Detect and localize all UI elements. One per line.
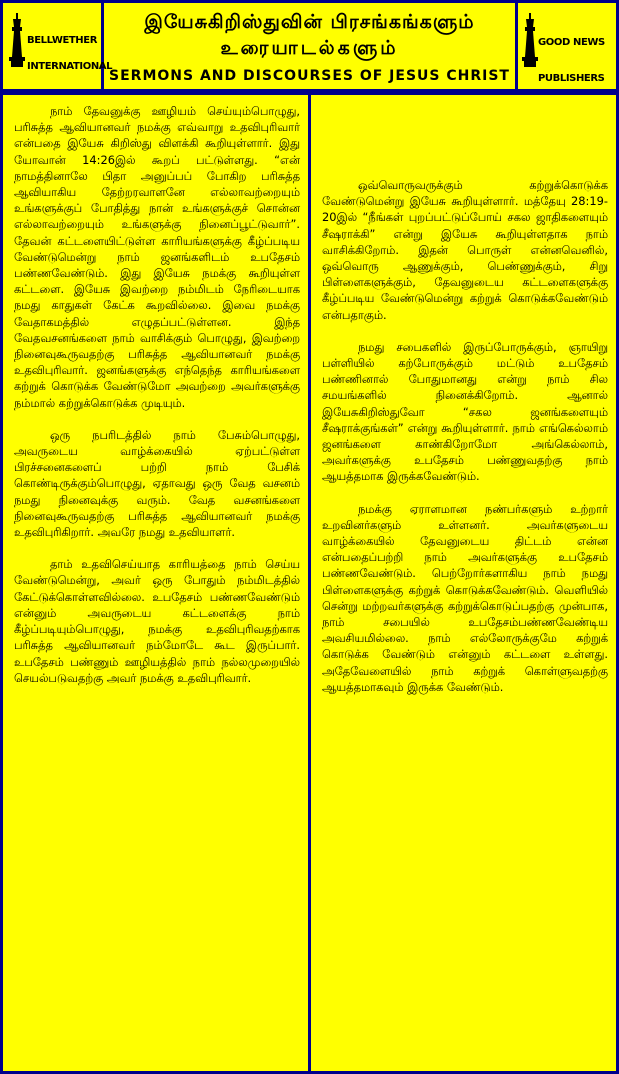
paragraph: நமக்கு ஏராளமான நண்பர்களும் உற்றார் உறவினர்களும் உள்ளனர். அவர்களுடைய வாழ்க்கையில் தேவனுடைய திட்டம் என்ன என்பதைப்பற்றி நாம் அவர்களுக்கு உபதேசம் பண்ணவேண்டும். பெற்றோர்களாகிய நாம் நமது பிள்ளைகளுக்கு கற்றுக் கொடுக்கவேண்டும். வெளியில் சென்று மற்றவர்களுக்கு கற்றுக்கொடுப்பதற்கு முன்பாக, நாம் சபையில் உபதேசம்பண்ணவேண்டிய அவசியமில்லை. நாம் எல்லோருக்குமே கற்றுக் கொடுக்க வேண்டும் என்னும் கட்டளை உள்ளது. அதேவேளையில் நாம் கற்றுக் கொள்ளுவதற்கு ஆயத்தமாகவும் இருக்க வேண்டும். [322, 501, 608, 694]
right-column [308, 92, 619, 1074]
title-tamil-line1: இயேசுகிறிஸ்துவின் பிரசங்கங்களும் [144, 11, 475, 33]
paragraph: நமது சபைகளில் இருப்போருக்கும், ஞாயிறு பள்ளியில் கற்போருக்கும் மட்டும் உபதேசம் பண்ணினால் போதுமானது என்று நாம் சில சமயங்களில் நினைக்கிறோம். ஆனால் இயேசுகிறிஸ்துவோ “சகல ஜனங்களையும் சீஷராக்குங்கள்” என்று கூறியுள்ளார். நாம் எங்கெல்லாம் ஜனங்களை காண்கிறோமோ அங்கெல்லாம், அவர்களுக்கு உபதேசம் பண்ணுவதற்கு நாம் ஆயத்தமாக இருக்கவேண்டும். [322, 339, 608, 484]
paragraph: ஒவ்வொருவருக்கும் கற்றுக்கொடுக்க வேண்டுமென்று இயேசு கூறியுள்ளார். மத்தேயு 28:19-20இல் “நீங்கள் புறப்பட்டுப்போய் சகல ஜாதிகளையும் சீஷராக்கி” என்று இயேசு கூறியுள்ளதாக நாம் வாசிக்கிறோம். இதன் பொருள் என்னவெனில், ஒவ்வொரு ஆணுக்கும், பெண்ணுக்கும், சிறு பிள்ளைகளுக்கும், தேவனுடைய கட்டளைகளுக்கு கீழ்ப்படிய வேண்டுமென்று கற்றுக் கொடுக்கவேண்டும் என்பதாகும். [322, 178, 608, 322]
logo-right-line1: GOOD NEWS [538, 37, 605, 48]
good-news-logo-text [538, 25, 605, 85]
bell-tower-icon [9, 13, 25, 67]
paragraph: ஒரு நபரிடத்தில் நாம் பேசும்பொழுது, அவருடைய வாழ்க்கையில் ஏற்பட்டுள்ள பிரச்சனைகளைப் பற்றி நாம் பேசிக் கொண்டிருக்கும்பொழுது, ஏதாவது ஒரு வேத வசனம் நமது நினைவுக்கு வரும். வேத வசனங்களை நினைவுகூருவதற்கு பரிசுத்த ஆவியானவர் நமக்கு உதவிபுரிகிறார். அவரே நமது உதவியாளர். [14, 427, 300, 540]
bellwether-logo [3, 3, 113, 89]
good-news-logo [515, 3, 616, 89]
bell-tower-icon [522, 13, 538, 67]
left-column [0, 92, 311, 1074]
right-column-text [322, 177, 608, 711]
title-block [107, 3, 512, 89]
paragraph: நாம் தேவனுக்கு ஊழியம் செய்யும்பொழுது, பரிசுத்த ஆவியானவர் நமக்கு எவ்வாறு உதவிபுரிவார் என்பதை இயேசு கிறிஸ்து விளக்கி கூறியுள்ளார். இது யோவான் 14:26இல் கூறப் பட்டுள்ளது. “என் நாமத்தினாலே பிதா அனுப்பப் போகிற பரிசுத்த ஆவியாகிய தேற்றரவாளனே எல்லாவற்றையும் உங்களுக்குப் போதித்து நான் உங்களுக்குச் சொன்ன எல்லாவற்றையும் உங்களுக்கு நினைப்பூட்டுவார்”. தேவன் கட்டளையிட்டுள்ள காரியங்களுக்கு கீழ்ப்படிய வேண்டுமென்று நாம் ஜனங்களிடம் உபதேசம் பண்ணவேண்டும். இது இயேசு நமக்கு கூறியுள்ள கட்டளை. இயேசு இவற்றை நம்மிடம் நேரிடையாக நமது காதுகள் கேட்க கூறவில்லை. இவை நமக்கு வேதாகமத்தில் எழுதப்பட்டுள்ளன. இந்த வேதவசனங்களை நாம் வாசிக்கும் பொழுது, இவற்றை நினைவுகூருவதற்கு பரிசுத்த ஆவியானவர் நமக்கு உதவிபுரிவார். ஜனங்களுக்கு எந்தெந்த காரியங்களை கற்றுக் கொடுக்க வேண்டுமோ அவற்றை அவர்களுக்கு நம்மால் கற்றுக்கொடுக்க முடியும். [14, 104, 300, 410]
bellwether-logo-text [27, 23, 112, 85]
logo-left-line1: BELLWETHER [27, 35, 98, 46]
page-title-english: SERMONS AND DISCOURSES OF JESUS CHRIST [109, 68, 510, 84]
left-column-text [14, 103, 300, 702]
paragraph: தாம் உதவிசெய்யாத காரியத்தை நாம் செய்ய வேண்டுமென்று, அவர் ஒரு போதும் நம்மிடத்தில் கேட்டுக்கொள்ளவில்லை. உபதேசம் பண்ணவேண்டும் என்னும் அவருடைய கட்டளைக்கு நாம் கீழ்ப்படியும்பொழுது, நமக்கு உதவிபுரிவதற்காக பரிசுத்த ஆவியானவர் நம்மோடே கூட இருப்பார். உபதேசம் பண்ணும் ஊழியத்தில் நாம் நல்லமுறையில் செயல்படுவதற்கு அவர் நமக்கு உதவிபுரிவார். [14, 557, 300, 685]
title-tamil-line2: உரையாடல்களும் [220, 37, 399, 59]
header [0, 0, 619, 92]
logo-right-line2: PUBLISHERS [538, 73, 605, 84]
page-title-tamil [107, 9, 512, 61]
logo-left-line2: INTERNATIONAL [27, 61, 113, 72]
